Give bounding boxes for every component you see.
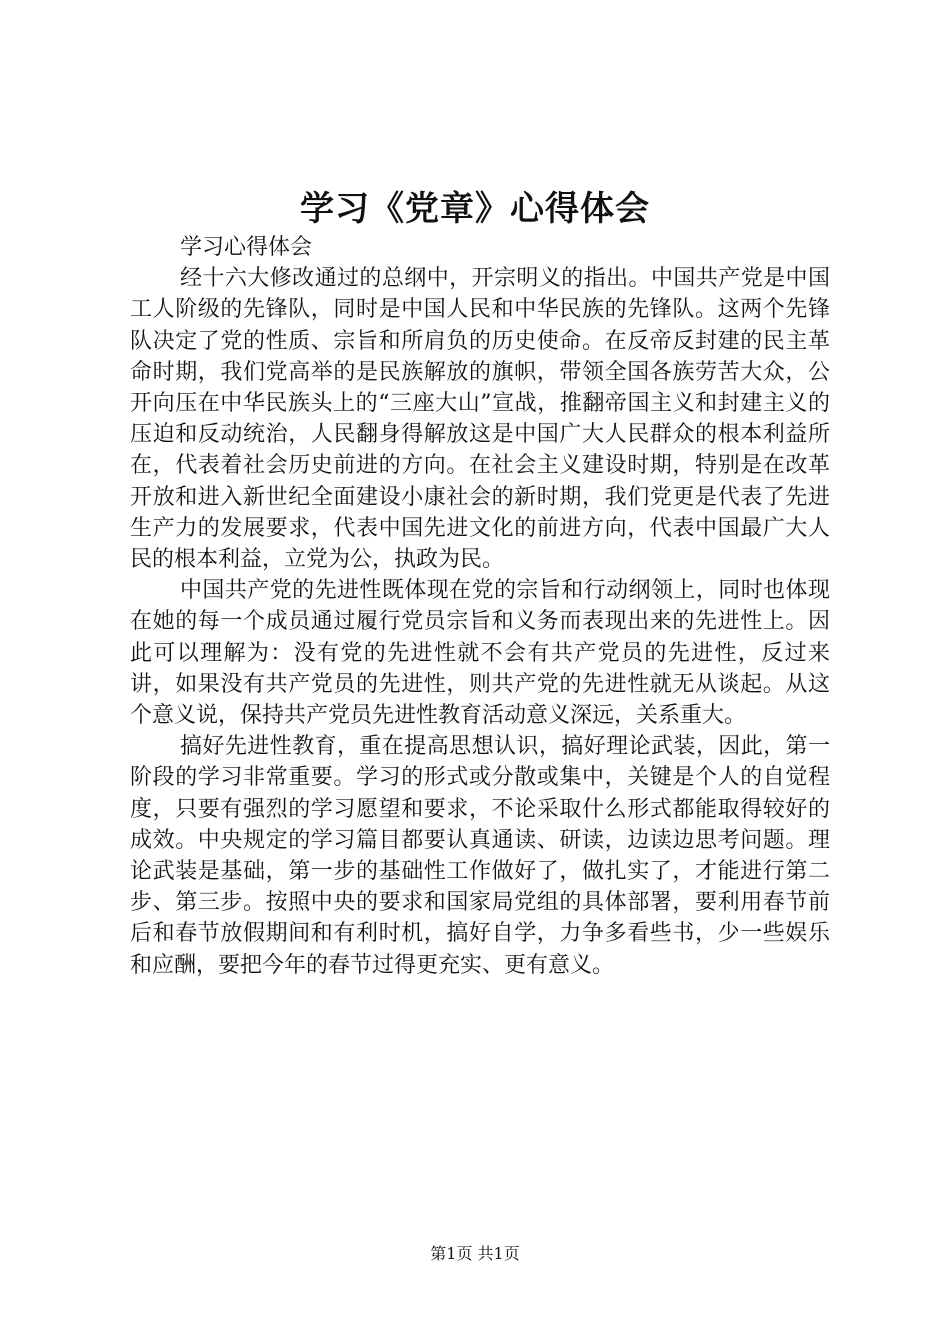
paragraph-subtitle: 学习心得体会: [180, 235, 313, 260]
paragraph-3: 搞好先进性教育，重在提高思想认识，搞好理论武装，因此，第一阶段的学习非常重要。学习的形式或分散或集中，关键是个人的自觉程度，只要有强烈的学习愿望和要求，不论采取什么形式都能取得较好的成效。中央规定的学习篇目都要认真通读、研读，边读边思考问题。理论武装是基础，第一步的基础性工作做好了，做扎实了，才能进行第二步、第三步。按照中央的要求和国家局党组的具体部署，要利用春节前后和春节放假期间和有利时机，搞好自学，力争多看些书，少一些娱乐和应酬，要把今年的春节过得更充实、更有意义。: [130, 734, 830, 978]
page-footer: 第1页 共1页: [430, 1244, 520, 1263]
document-body: [130, 232, 830, 981]
document-title: 学习《党章》心得体会: [300, 189, 650, 229]
paragraph-2: 中国共产党的先进性既体现在党的宗旨和行动纲领上，同时也体现在她的每一个成员通过履行党员宗旨和义务而表现出来的先进性上。因此可以理解为：没有党的先进性就不会有共产党员的先进性，反过来讲，如果没有共产党员的先进性，则共产党的先进性就无从谈起。从这个意义说，保持共产党员先进性教育活动意义深远，关系重大。: [130, 578, 830, 729]
paragraph-1: 经十六大修改通过的总纲中，开宗明义的指出。中国共产党是中国工人阶级的先锋队，同时是中国人民和中华民族的先锋队。这两个先锋队决定了党的性质、宗旨和所肩负的历史使命。在反帝反封建的民主革命时期，我们党高举的是民族解放的旗帜，带领全国各族劳苦大众，公开向压在中华民族头上的“三座大山”宣战，推翻帝国主义和封建主义的压迫和反动统治，人民翻身得解放这是中国广大人民群众的根本利益所在，代表着社会历史前进的方向。在社会主义建设时期，特别是在改革开放和进入新世纪全面建设小康社会的新时期，我们党更是代表了先进生产力的发展要求，代表中国先进文化的前进方向，代表中国最广大人民的根本利益，立党为公，执政为民。: [130, 266, 830, 573]
